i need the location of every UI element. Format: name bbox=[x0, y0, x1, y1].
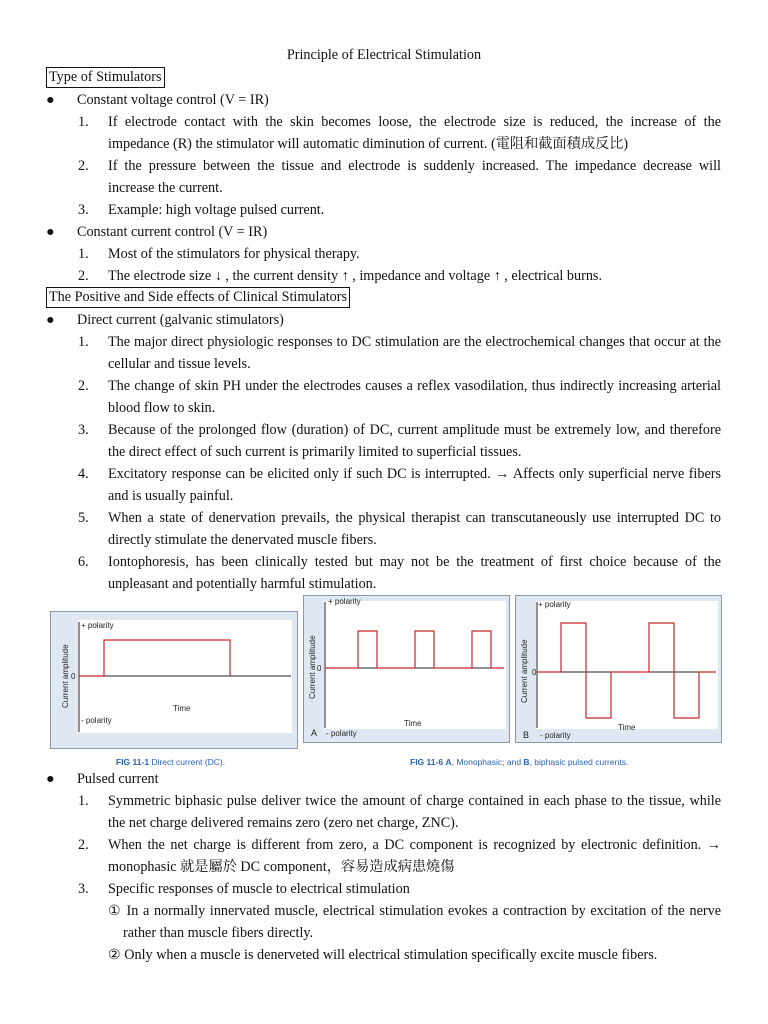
bullet-dot: ● bbox=[46, 771, 55, 787]
figure-caption-11-6 bbox=[410, 751, 628, 773]
caption-mid: , Monophasic; and bbox=[451, 757, 524, 767]
figure-monophasic-pulsed bbox=[303, 595, 510, 743]
list-item: Specific responses of muscle to electrical stimulation bbox=[108, 881, 410, 897]
sub-item-innervated bbox=[108, 900, 721, 944]
pos-polarity-label: + polarity bbox=[538, 600, 571, 609]
biphasic-waveform-plot bbox=[516, 596, 721, 742]
zero-label: 0 bbox=[71, 672, 76, 681]
bullet-constant-current: Constant current control (V = IR) bbox=[77, 224, 268, 240]
y-axis-label: Current amplitude bbox=[61, 644, 70, 708]
bullet-direct-current: Direct current (galvanic stimulators) bbox=[77, 312, 284, 328]
list-item: The electrode size ↓ , the current density ↑ , impedance and voltage ↑ , electrical burns. bbox=[108, 268, 602, 284]
list-item: If electrode contact with the skin becomes loose, the electrode size is reduced, the increase of the impedance (R) the stimulator will automatic diminution of current. (電阻和截面積成反比) bbox=[108, 114, 721, 152]
figure-biphasic-pulsed bbox=[515, 595, 722, 743]
list-item: The change of skin PH under the electrodes causes a reflex vasodilation, thus indirectly increasing arterial blood flow to skin. bbox=[108, 378, 721, 416]
section-heading-clinical-effects: The Positive and Side effects of Clinical Stimulators bbox=[46, 287, 350, 308]
bullet-constant-voltage: Constant voltage control (V = IR) bbox=[77, 92, 269, 108]
sub-item-denervated bbox=[108, 944, 721, 966]
list-number: 2. bbox=[78, 378, 89, 394]
list-number: 3. bbox=[78, 202, 89, 218]
list-item: Iontophoresis, has been clinically tested but may not be the treatment of first choice because of the unpleasant and potentially harmful stimulation. bbox=[108, 554, 721, 592]
bullet-dot: ● bbox=[46, 312, 55, 328]
pos-polarity-label: + polarity bbox=[328, 597, 361, 606]
caption-end: , biphasic pulsed currents. bbox=[529, 757, 629, 767]
list-item: If the pressure between the tissue and electrode is suddenly increased. The impedance decrease will increase the current. bbox=[108, 158, 721, 196]
time-label: Time bbox=[173, 704, 191, 713]
list-number: 2. bbox=[78, 837, 89, 853]
list-item: Most of the stimulators for physical therapy. bbox=[108, 246, 360, 262]
time-label: Time bbox=[618, 723, 636, 732]
neg-polarity-label: - polarity bbox=[540, 731, 571, 740]
time-label: Time bbox=[404, 719, 422, 728]
list-item: Excitatory response can be elicited only if such DC is interrupted. → Affects only superficial nerve fibers and is usually painful. bbox=[108, 466, 721, 504]
neg-polarity-label: - polarity bbox=[81, 716, 112, 725]
list-number: 4. bbox=[78, 466, 89, 482]
pos-polarity-label: + polarity bbox=[81, 621, 114, 630]
list-number: 1. bbox=[78, 334, 89, 350]
list-number: 6. bbox=[78, 554, 89, 570]
list-number: 2. bbox=[78, 158, 89, 174]
panel-letter-a: A bbox=[311, 728, 318, 738]
y-axis-label: Current amplitude bbox=[520, 639, 529, 703]
list-number: 1. bbox=[78, 793, 89, 809]
zero-label: 0 bbox=[317, 664, 322, 673]
caption-b: B bbox=[523, 757, 530, 767]
list-item: The major direct physiologic responses to DC stimulation are the electrochemical changes that occur at the cellular and tissue levels. bbox=[108, 334, 721, 372]
page-title: Principle of Electrical Stimulation bbox=[286, 47, 482, 63]
caption-fig-number: FIG 11-6 bbox=[410, 757, 444, 767]
list-item: Symmetric biphasic pulse deliver twice the amount of charge contained in each phase to the tissue, while the net charge delivered remains zero (zero net charge, ZNC). bbox=[108, 793, 721, 831]
panel-letter-b: B bbox=[523, 730, 530, 740]
list-number: 3. bbox=[78, 422, 89, 438]
list-number: 1. bbox=[78, 114, 89, 130]
list-number: 2. bbox=[78, 268, 89, 284]
list-item: When the net charge is different from zero, a DC component is recognized by electronic definition. → monophasic 就是屬於 DC component，容易造成病患燒傷 bbox=[108, 837, 721, 875]
sub-item-text: ① In a normally innervated muscle, electrical stimulation evokes a contraction by excitation of the nerve rather than muscle fibers directly. bbox=[108, 903, 721, 941]
section-heading-stimulator-types: Type of Stimulators bbox=[46, 67, 165, 88]
list-number: 3. bbox=[78, 881, 89, 897]
bullet-pulsed-current: Pulsed current bbox=[77, 771, 159, 787]
caption-fig-number: FIG 11-1 bbox=[116, 757, 150, 767]
plot-area bbox=[536, 601, 718, 729]
caption-text: Direct current (DC). bbox=[151, 757, 226, 767]
list-item: Because of the prolonged flow (duration) of DC, current amplitude must be extremely low, and therefore the direct effect of such current is primarily limited to superficial tissues. bbox=[108, 422, 721, 460]
dc-waveform-plot bbox=[51, 612, 297, 748]
list-number: 1. bbox=[78, 246, 89, 262]
bullet-dot: ● bbox=[46, 224, 55, 240]
sub-item-text: ② Only when a muscle is denerveted will electrical stimulation specifically excite muscle fibers. bbox=[108, 947, 658, 963]
monophasic-waveform-plot bbox=[304, 596, 509, 742]
list-item: Example: high voltage pulsed current. bbox=[108, 202, 325, 218]
list-number: 5. bbox=[78, 510, 89, 526]
zero-label: 0 bbox=[532, 668, 537, 677]
caption-a: A bbox=[445, 757, 452, 767]
list-item: When a state of denervation prevails, the physical therapist can transcutaneously use interrupted DC to directly stimulate the denervated muscle fibers. bbox=[108, 510, 721, 548]
figure-direct-current bbox=[50, 611, 298, 749]
neg-polarity-label: - polarity bbox=[326, 729, 357, 738]
y-axis-label: Current amplitude bbox=[308, 635, 317, 699]
bullet-dot: ● bbox=[46, 92, 55, 108]
